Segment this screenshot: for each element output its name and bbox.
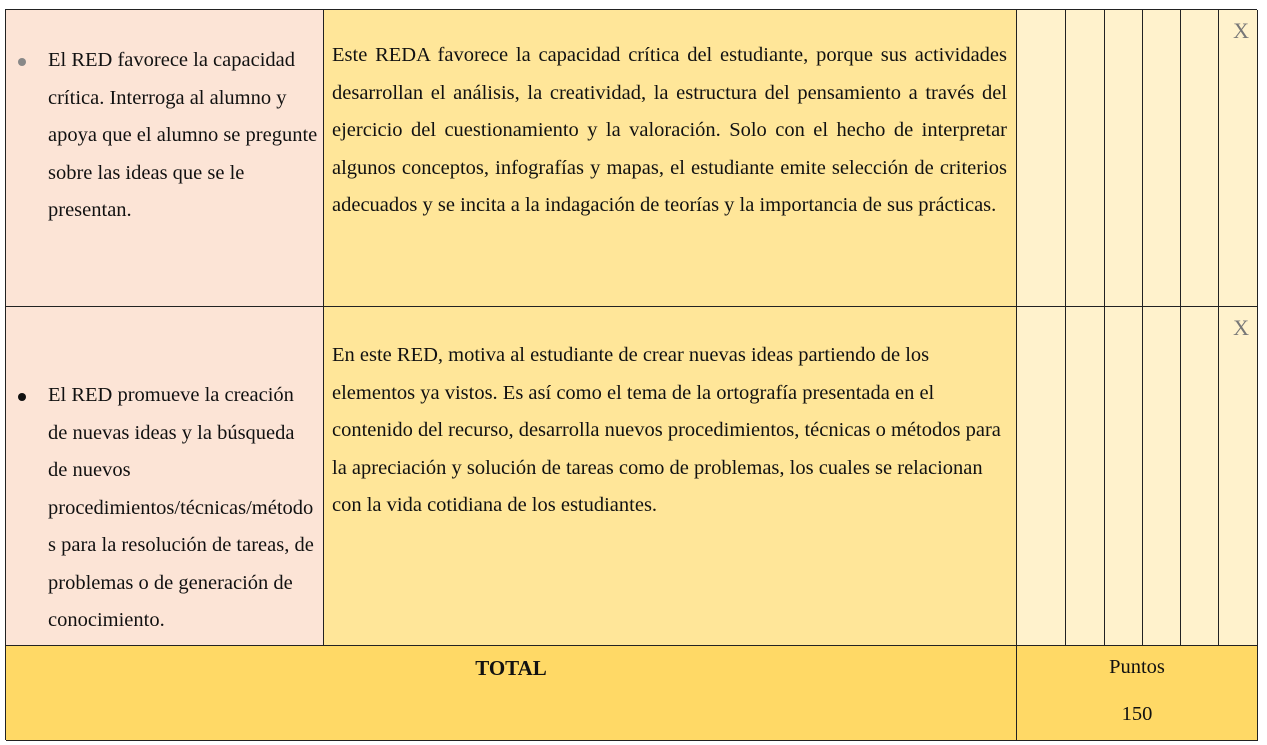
- score-cell-1b: [1066, 10, 1105, 307]
- total-label: TOTAL: [475, 656, 547, 680]
- criterion-text-2: El RED promueve la creación de nuevas ideas y la búsqueda de nuevos procedimientos/técnicas/métodos para la resolución de tareas, de problemas o de generación de conocimiento.: [48, 384, 314, 631]
- score-mark-2: X: [1233, 315, 1249, 340]
- bullet-icon: [18, 58, 26, 66]
- criterion-text-1: El RED favorece la capacidad crítica. Interroga al alumno y apoya que el alumno se pregunte sobre las ideas que se le presentan.: [48, 49, 318, 221]
- description-text-2: En este RED, motiva al estudiante de crear nuevas ideas partiendo de los elementos ya vistos. Es así como el tema de la ortografía presentada en el contenido del recurso, desarrolla nuevos procedimientos, técnicas o métodos para la apreciación y solución de tareas como de problemas, los cuales se relacionan con la vida cotidiana de los estudiantes.: [332, 344, 1001, 516]
- score-cell-2e: [1181, 307, 1219, 646]
- score-cell-1d: [1143, 10, 1181, 307]
- bullet-icon: [18, 393, 26, 401]
- description-text-1: Este REDA favorece la capacidad crítica del estudiante, porque sus actividades desarrollan el análisis, la creatividad, la estructura del pensamiento a través del ejercicio del cuestionamiento y la valoración. Solo con el hecho de interpretar algunos conceptos, infografías y mapas, el estudiante emite selección de criterios adecuados y se incita a la indagación de teorías y la importancia de sus prácticas.: [332, 44, 1007, 216]
- points-value: 150: [1121, 703, 1153, 725]
- score-cell-1c: [1105, 10, 1143, 307]
- criterion-cell-1: [6, 10, 324, 307]
- total-label-cell: [6, 646, 1017, 741]
- score-cell-2c: [1105, 307, 1143, 646]
- score-cell-1f: [1219, 10, 1258, 307]
- score-cell-1a: [1017, 10, 1066, 307]
- score-cell-2f: [1219, 307, 1258, 646]
- evaluation-table: [5, 9, 1257, 740]
- score-cell-1e: [1181, 10, 1219, 307]
- score-cell-2d: [1143, 307, 1181, 646]
- points-label: Puntos: [1109, 656, 1165, 678]
- score-cell-2a: [1017, 307, 1066, 646]
- description-cell-2: [324, 307, 1017, 646]
- criterion-cell-2: [6, 307, 324, 646]
- total-points-cell: [1017, 646, 1258, 741]
- score-mark-1: X: [1233, 18, 1249, 43]
- score-cell-2b: [1066, 307, 1105, 646]
- description-cell-1: [324, 10, 1017, 307]
